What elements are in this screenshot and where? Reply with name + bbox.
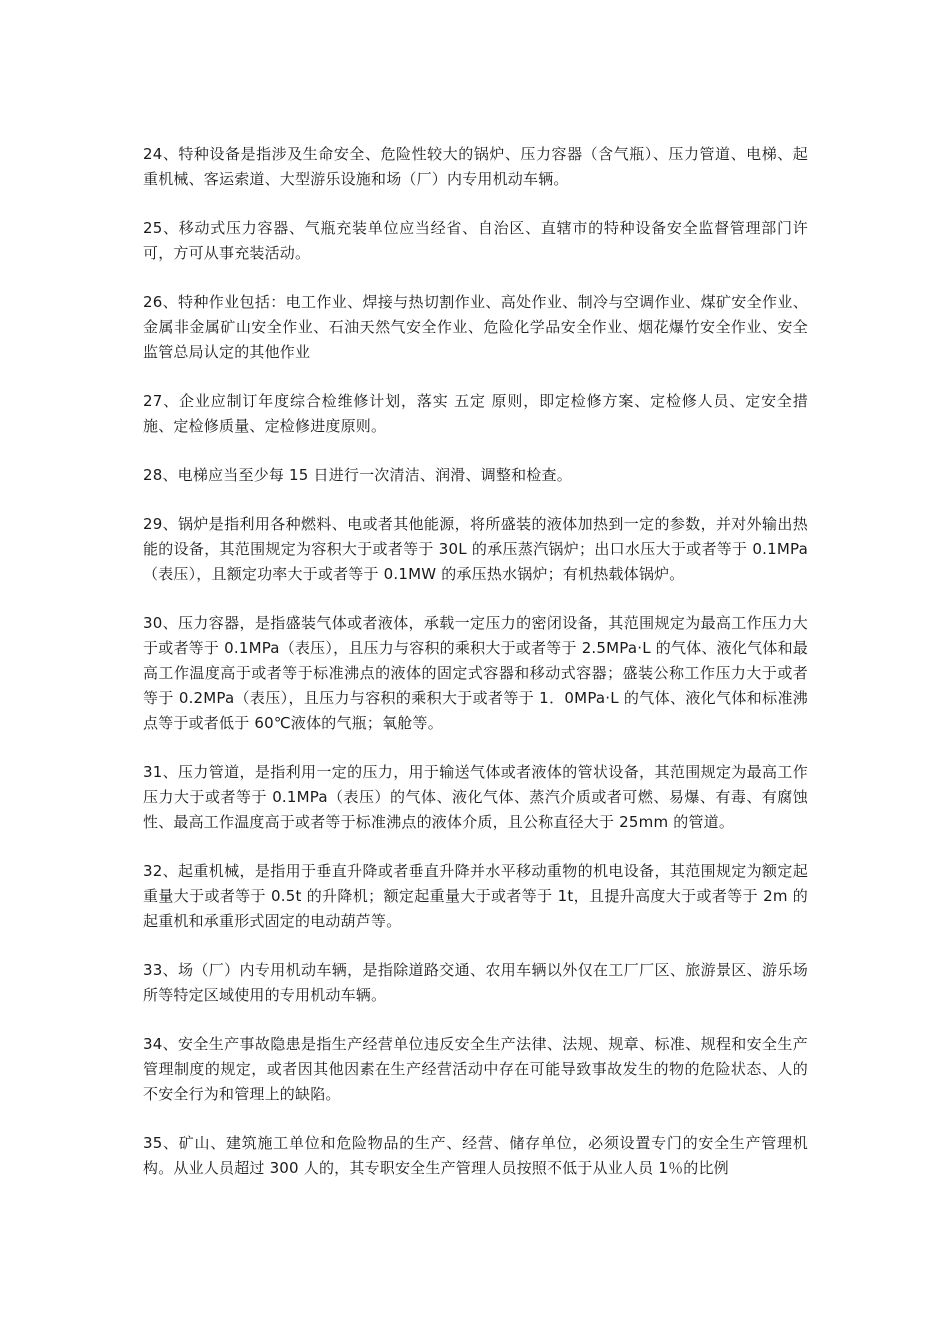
paragraph-34: 34、安全生产事故隐患是指生产经营单位违反安全生产法律、法规、规章、标准、规程和安全生产管理制度的规定，或者因其他因素在生产经营活动中存在可能导致事故发生的物的危险状态、人的不安全行为和管理上的缺陷。 (143, 1035, 808, 1103)
paragraph-33: 33、场（厂）内专用机动车辆，是指除道路交通、农用车辆以外仅在工厂厂区、旅游景区、游乐场所等特定区域使用的专用机动车辆。 (143, 961, 808, 1004)
paragraph-27: 27、企业应制订年度综合检维修计划，落实 五定 原则，即定检修方案、定检修人员、定安全措施、定检修质量、定检修进度原则。 (143, 392, 808, 435)
paragraph-32: 32、起重机械，是指用于垂直升降或者垂直升降并水平移动重物的机电设备，其范围规定为额定起重量大于或者等于 0.5t 的升降机；额定起重量大于或者等于 1t，且提升高度大于或者等于 2m 的起重机和承重形式固定的电动葫芦等。 (143, 862, 808, 930)
paragraph-30: 30、压力容器，是指盛装气体或者液体，承载一定压力的密闭设备，其范围规定为最高工作压力大于或者等于 0.1MPa（表压），且压力与容积的乘积大于或者等于 2.5MPa·L 的气体、液化气体和最高工作温度高于或者等于标准沸点的液体的固定式容器和移动式容器；盛装公称工作压力大于或者等于 0.2MPa（表压），且压力与容积的乘积大于或者等于 1．0MPa·L 的气体、液化气体和标准沸点等于或者低于 60℃液体的气瓶；氧舱等。 (143, 614, 808, 732)
paragraph-24: 24、特种设备是指涉及生命安全、危险性较大的锅炉、压力容器（含气瓶）、压力管道、电梯、起重机械、客运索道、大型游乐设施和场（厂）内专用机动车辆。 (143, 145, 808, 188)
paragraph-28: 28、电梯应当至少每 15 日进行一次清洁、润滑、调整和检查。 (143, 466, 572, 484)
paragraph-29: 29、锅炉是指利用各种燃料、电或者其他能源，将所盛装的液体加热到一定的参数，并对外输出热能的设备，其范围规定为容积大于或者等于 30L 的承压蒸汽锅炉；出口水压大于或者等于 0.1MPa（表压），且额定功率大于或者等于 0.1MW 的承压热水锅炉；有机热载体锅炉。 (143, 515, 808, 583)
paragraph-35: 35、矿山、建筑施工单位和危险物品的生产、经营、储存单位，必须设置专门的安全生产管理机构。从业人员超过 300 人的，其专职安全生产管理人员按照不低于从业人员 1％的比例 (143, 1134, 808, 1177)
paragraph-25: 25、移动式压力容器、气瓶充装单位应当经省、自治区、直辖市的特种设备安全监督管理部门许可，方可从事充装活动。 (143, 219, 808, 262)
paragraph-26: 26、特种作业包括：电工作业、焊接与热切割作业、高处作业、制冷与空调作业、煤矿安全作业、金属非金属矿山安全作业、石油天然气安全作业、危险化学品安全作业、烟花爆竹安全作业、安全监管总局认定的其他作业 (143, 293, 808, 361)
document-page (143, 142, 808, 1205)
paragraph-31: 31、压力管道，是指利用一定的压力，用于输送气体或者液体的管状设备，其范围规定为最高工作压力大于或者等于 0.1MPa（表压）的气体、液化气体、蒸汽介质或者可燃、易爆、有毒、有腐蚀性、最高工作温度高于或者等于标准沸点的液体介质，且公称直径大于 25mm 的管道。 (143, 763, 808, 831)
